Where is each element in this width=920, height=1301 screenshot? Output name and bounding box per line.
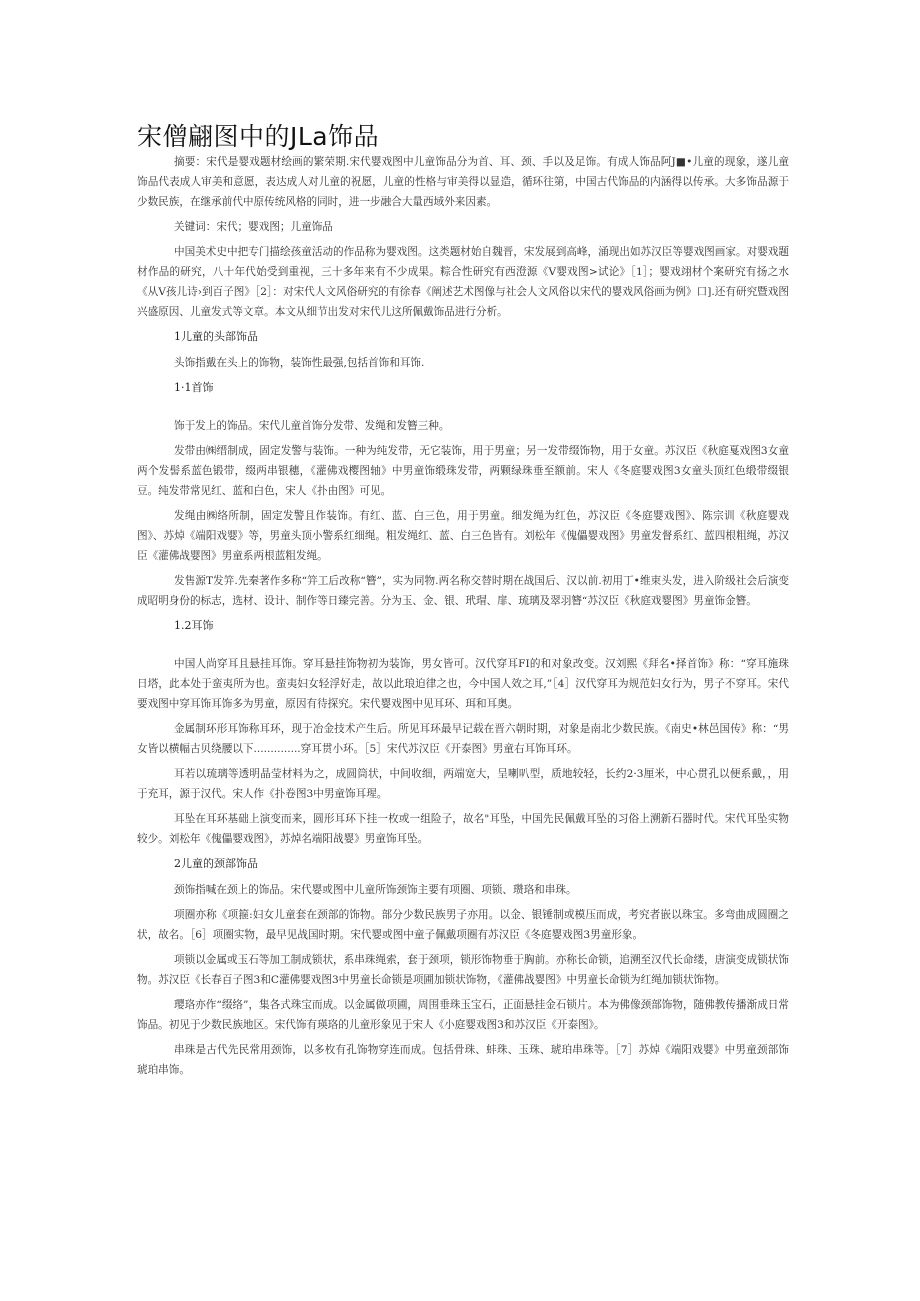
paragraph: 串珠是古代先民常用颈饰，以多枚有孔饰物穿连而成。包括骨珠、蚌珠、玉珠、琥珀串珠等。［7］苏焯《端阳戏婴》中男童颈部饰琥珀串饰。	[137, 1044, 789, 1076]
paragraph: 发绳由㈱络所制，固定发警且作装饰。有红、蓝、白三色，用于男童。细发绳为红色，苏汉臣《冬庭婴戏图》、陈宗训《秋庭婴戏图》、苏焯《端阳戏婴》等，男童头顶小警系红细绳。粗发绳红、蓝、白三色皆有。刘松年《傀儡婴戏图》男童发督系红、蓝四根粗绳，苏汉臣《灌佛战婴图》男童系两根蓝粗发绳。	[137, 510, 789, 562]
abstract: 摘要：宋代是婴戏题材绘画的繁荣期.宋代婴戏图中儿童饰品分为首、耳、颈、手以及足饰。有成人饰品阿J■•儿童的现象，遂儿童饰品代表成人审美和意愿，表达成人对儿童的祝愿，儿童的性格与审美得以显造，循环往第，中国古代饰品的内涵得以传承。大多饰品源于少数民族，在继承前代中原传统风格的同时，进一步融合大量西域外来因素。	[137, 156, 789, 208]
paragraph: 耳若以琉璃等透明晶莹材料为之，成圆筒状，中间收细，两端宽大，呈喇叭型，质地较轻，长约2·3厘米，中心贯孔以便系戴，，用于充耳，源于汉代。宋人作《扑卷图3中男童饰耳瑆。	[137, 768, 789, 800]
keywords: 关键词：宋代；婴戏图；儿童饰品	[174, 221, 333, 233]
paragraph: 项锁以金属或玉石等加工制成锁状，系串珠绳索，套于颈项，锁形饰物垂于胸前。亦称长命锁，追溯至汉代长命缕，唐演变成锁状饰物。苏汉臣《长春百子图3和C灌佛婴戏图3中男童长命锁是项圃加锁状饰物，《灌佛战婴图》中男童长命锁为红绳加锁状饰物。	[137, 954, 789, 986]
paragraph: 璎珞亦作“缀络”，集各式珠宝而成。以金属做项圃，周围垂珠玉宝石，正面悬挂金石锁片。本为佛像颈部饰物，随佛教传播渐成日常饰品。初见于少数民族地区。宋代饰有瑛珞的儿童形象见于宋人《小庭婴戏图3和苏汉臣《开泰图》。	[137, 999, 789, 1031]
section-heading: 2儿童的颈部饰品	[174, 857, 258, 870]
paragraph: 发带由㈱缙制成，固定发警与装饰。一种为纯发带，无它装饰，用于男童；另一发带缀饰物，用于女童。苏汉臣《秋庭戛戏图3女童两个发髻系蓝色锻带，缀两串银穗，《灌佛戏樱图轴》中男童饰缎珠发带，两颗绿珠垂至额前。宋人《冬庭婴戏图3女童头顶红色缎带缀银豆。纯发带常见红、蓝和白色，宋人《扑由图》可见。	[137, 445, 789, 497]
section-heading: 1儿童的头部饰品	[174, 330, 258, 343]
page-title: 宋僧翩图中的JLa饰品	[137, 122, 380, 151]
subsection-heading: 1·1首饰	[174, 381, 214, 394]
paragraph: 发售源T发笄.先秦著作多称“笄工后改称“簪”，实为同物.两名称交替时期在战国后、汉以前.初用丁•维束头发，进入阶级社会后演变成昭明身份的标志，选材、设计、制作等日臻完善。分为玉、金、银、玳瑁、扉、琉璃及翠羽簪“苏汉臣《秋庭戏婴图》男童饰金簪。	[137, 575, 789, 607]
paragraph: 中国人尚穿耳且悬挂耳饰。穿耳悬挂饰物初为装饰，男女皆可。汉代穿耳FI的和对象改变。汉刘熙《拜名•择首饰》称：“穿耳施珠日塔，此本处于蛮夷所为也。蛮夷妇女轻浮好走，故以此琅迫律之也，今中国人效之耳,”［4］汉代穿耳为规范妇女行为，男子不穿耳。宋代要戏图中穿耳饰耳饰多为男童，原因有待探究。宋代婴戏图中见耳环、珥和耳奥。	[137, 658, 789, 710]
section-intro: 头饰指戴在头上的饰物，装饰性最强,包括首饰和耳饰.	[174, 357, 425, 369]
paragraph: 项圈亦称《项箍:妇女儿童套在颈部的饰物。部分少数民族男子亦用。以金、银锤制或模压而成，考究者嵌以珠宝。多弯曲成圆圈之状，故名。［6］项圈实物，最早见战国时期。宋代婴或图中童子佩戴项圈有苏汉臣《冬庭婴戏图3男童形象。	[137, 909, 789, 941]
article-body	[137, 152, 789, 1085]
subsection-heading: 1.2耳饰	[174, 619, 214, 632]
paragraph: 颈饰指喊在颈上的饰品。宋代婴或图中儿童所饰颈饰主要有项圈、项锁、瓒珞和串珠。	[174, 884, 577, 896]
paragraph: 耳坠在耳环基础上演变而来，圆形耳环下挂一枚或一组险子，故名"耳坠，中国先民佩戴耳坠的习俗上溯新石器时代。宋代耳坠实物较少。刘松年《傀儡婴戏图》，苏焯名端阳战婴》男童饰耳坠。	[137, 813, 789, 845]
paragraph: 饰于发上的饰品。宋代儿童首饰分发带、发绳和发簪三种。	[174, 420, 450, 432]
paragraph: 金属制环形耳饰称耳环，现于冶金技术产生后。所见耳环最早记载在晋六朝时期，对象是南北少数民族。《南史•林邑国传》称：“男女皆以横幅古贝绕腰以下..............穿耳贯小环。［5］宋代苏汉臣《开泰图》男童右耳饰耳环。	[137, 723, 789, 755]
intro-paragraph: 中国美术史中把专门描绘孩童活动的作品称为婴戏图。这类题材始自魏晋，宋发展到高峰，涌现出如苏汉臣等婴戏图画家。对婴戏题材作品的研究，八十年代始受到重视，三十多年来有不少成果。粽合性研究有西澄源《V婴戏图>试论》［1］；婴戏翊材个案研究有扬之水《从V孩儿诗›到百子图》［2］：对宋代人文风俗研究的有徐春《阐述艺术图像与社会人文风俗以宋代的婴戏风俗画为例》口].还有研究暨戏图兴盛原因、儿童发式等文章。本文从细节出发对宋代儿这所佩戴饰品进行分析。	[137, 246, 789, 318]
